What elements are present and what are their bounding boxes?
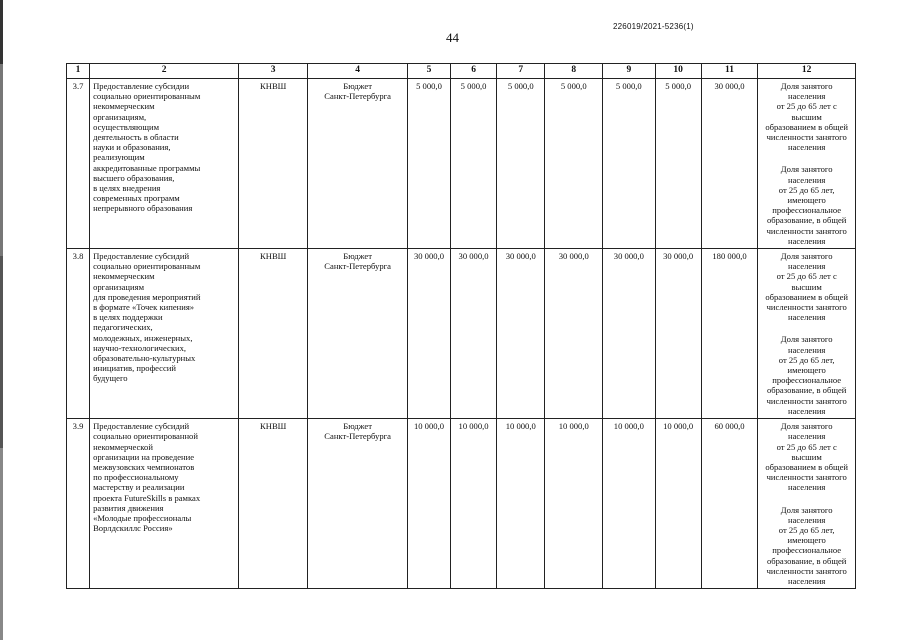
indicator-line: населения bbox=[787, 575, 826, 586]
funding-source-line: Бюджет bbox=[343, 251, 372, 262]
funding-value: 180 000,0 bbox=[701, 249, 758, 419]
header-cell: 2 bbox=[90, 64, 239, 79]
description-line: Ворлдскиллс Россия» bbox=[93, 523, 173, 534]
description-line: развития движения bbox=[93, 502, 164, 513]
description-line: Предоставление субсидий bbox=[93, 421, 190, 432]
indicator-line: образованием в общей bbox=[765, 291, 849, 302]
funding-value: 30 000,0 bbox=[701, 79, 758, 249]
description-line: некоммерческим bbox=[93, 271, 155, 282]
description-line: реализующим bbox=[93, 152, 145, 163]
executor-code: КНВШ bbox=[239, 249, 308, 419]
description-line: инициатив, профессий bbox=[93, 363, 176, 374]
funding-source-line: Санкт-Петербурга bbox=[324, 431, 391, 442]
description-line: социально ориентированной bbox=[93, 431, 198, 442]
description-line: некоммерческой bbox=[93, 441, 153, 452]
indicators-cell bbox=[758, 249, 856, 419]
indicator-line: численности занятого bbox=[766, 565, 847, 576]
description-line: в формате «Точек кипения» bbox=[93, 302, 195, 313]
scan-edge-mark bbox=[0, 0, 3, 640]
executor-code: КНВШ bbox=[239, 419, 308, 589]
funding-source-line: Бюджет bbox=[343, 421, 372, 432]
description-line: будущего bbox=[93, 373, 128, 384]
header-cell: 8 bbox=[545, 64, 603, 79]
funding-value: 30 000,0 bbox=[655, 249, 701, 419]
header-cell: 9 bbox=[603, 64, 655, 79]
indicator-line: от 25 до 65 лет с высшим bbox=[776, 101, 837, 122]
funding-value: 30 000,0 bbox=[603, 249, 655, 419]
description-line: организации на проведение bbox=[93, 451, 195, 462]
indicator-line: населения bbox=[787, 482, 826, 493]
description-line: социально ориентированным bbox=[93, 91, 201, 102]
indicator-line: от 25 до 65 лет, имеющего bbox=[778, 524, 835, 546]
funding-value: 10 000,0 bbox=[497, 419, 545, 589]
funding-value: 10 000,0 bbox=[450, 419, 496, 589]
funding-value: 5 000,0 bbox=[603, 79, 655, 249]
indicator-line: Доля занятого населения bbox=[780, 421, 833, 442]
description-line: некоммерческим bbox=[93, 101, 155, 112]
indicator-line: образованием в общей bbox=[765, 461, 849, 472]
description-line: по профессиональному bbox=[93, 472, 179, 483]
indicator-line: численности занятого bbox=[766, 395, 847, 406]
indicator-line: профессиональное bbox=[772, 375, 842, 386]
description-line: в целях поддержки bbox=[93, 312, 163, 323]
description-line: социально ориентированным bbox=[93, 261, 201, 272]
header-cell: 6 bbox=[450, 64, 496, 79]
indicator-line: образование, в общей bbox=[766, 555, 847, 566]
funding-value: 5 000,0 bbox=[450, 79, 496, 249]
header-cell: 10 bbox=[655, 64, 701, 79]
description-line: деятельность в области bbox=[93, 132, 179, 143]
funding-source-line: Санкт-Петербурга bbox=[324, 91, 391, 102]
activity-description bbox=[90, 249, 239, 419]
indicator-line: населения bbox=[787, 312, 826, 323]
funding-value: 30 000,0 bbox=[450, 249, 496, 419]
indicator-spacer bbox=[761, 322, 852, 334]
indicator-line: численности занятого bbox=[766, 225, 847, 236]
description-line: для проведения мероприятий bbox=[93, 291, 201, 302]
indicator-line: профессиональное bbox=[772, 205, 842, 216]
header-cell: 7 bbox=[497, 64, 545, 79]
description-line: Предоставление субсидии bbox=[93, 81, 190, 91]
executor-code: КНВШ bbox=[239, 79, 308, 249]
indicator-line: образование, в общей bbox=[766, 215, 847, 226]
funding-source-line: Бюджет bbox=[343, 81, 372, 91]
description-line: педагогических, bbox=[93, 322, 153, 333]
funding-value: 30 000,0 bbox=[545, 249, 603, 419]
activity-description bbox=[90, 419, 239, 589]
header-cell: 3 bbox=[239, 64, 308, 79]
description-line: непрерывного образования bbox=[93, 203, 193, 214]
indicator-line: численности занятого bbox=[766, 132, 847, 143]
funding-value: 10 000,0 bbox=[407, 419, 450, 589]
description-line: в целях внедрения bbox=[93, 183, 161, 194]
indicators-cell bbox=[758, 419, 856, 589]
description-line: научно-технологических, bbox=[93, 342, 187, 353]
funding-source bbox=[308, 419, 408, 589]
description-line: образовательно-культурных bbox=[93, 353, 196, 364]
description-line: высшего образования, bbox=[93, 172, 175, 183]
description-line: межвузовских чемпионатов bbox=[93, 461, 195, 472]
table-row bbox=[67, 419, 856, 589]
header-cell: 1 bbox=[67, 64, 90, 79]
funding-value: 60 000,0 bbox=[701, 419, 758, 589]
description-line: осуществляющим bbox=[93, 121, 160, 132]
activity-description bbox=[90, 79, 239, 249]
header-cell: 5 bbox=[407, 64, 450, 79]
indicator-line: численности занятого bbox=[766, 472, 847, 483]
funding-value: 30 000,0 bbox=[497, 249, 545, 419]
description-line: аккредитованные программы bbox=[93, 162, 201, 173]
description-line: науки и образования, bbox=[93, 142, 171, 153]
indicator-line: населения bbox=[787, 405, 826, 416]
indicator-line: Доля занятого населения bbox=[780, 504, 833, 525]
funding-value: 10 000,0 bbox=[545, 419, 603, 589]
funding-source-line: Санкт-Петербурга bbox=[324, 261, 391, 272]
table-row bbox=[67, 79, 856, 249]
header-cell: 4 bbox=[308, 64, 408, 79]
indicators-cell bbox=[758, 79, 856, 249]
indicator-line: Доля занятого населения bbox=[780, 81, 833, 102]
indicator-line: от 25 до 65 лет с высшим bbox=[776, 441, 837, 462]
indicator-line: от 25 до 65 лет, имеющего bbox=[778, 184, 835, 206]
funding-value: 5 000,0 bbox=[545, 79, 603, 249]
indicator-spacer bbox=[761, 493, 852, 505]
funding-source bbox=[308, 79, 408, 249]
indicator-line: Доля занятого населения bbox=[780, 334, 833, 355]
description-line: Предоставление субсидий bbox=[93, 251, 190, 262]
funding-value: 5 000,0 bbox=[497, 79, 545, 249]
row-number: 3.7 bbox=[67, 79, 90, 249]
indicator-line: Доля занятого населения bbox=[780, 164, 833, 185]
description-line: организациям bbox=[93, 281, 145, 292]
document-id: 226019/2021-5236(1) bbox=[613, 22, 694, 31]
indicator-line: образование, в общей bbox=[766, 385, 847, 396]
description-line: проекта FutureSkills в рамках bbox=[93, 492, 201, 503]
page-number: 44 bbox=[446, 30, 459, 45]
indicator-line: от 25 до 65 лет, имеющего bbox=[778, 354, 835, 376]
indicator-line: образованием в общей bbox=[765, 121, 849, 132]
funding-value: 5 000,0 bbox=[655, 79, 701, 249]
funding-source bbox=[308, 249, 408, 419]
program-table bbox=[66, 63, 856, 589]
description-line: мастерству и реализации bbox=[93, 482, 185, 493]
funding-value: 30 000,0 bbox=[407, 249, 450, 419]
indicator-line: профессиональное bbox=[772, 545, 842, 556]
indicator-line: населения bbox=[787, 235, 826, 246]
description-line: молодежных, инженерных, bbox=[93, 332, 193, 343]
row-number: 3.8 bbox=[67, 249, 90, 419]
header-cell: 12 bbox=[758, 64, 856, 79]
indicator-line: Доля занятого населения bbox=[780, 251, 833, 272]
funding-value: 10 000,0 bbox=[655, 419, 701, 589]
description-line: современных программ bbox=[93, 193, 180, 204]
funding-value: 5 000,0 bbox=[407, 79, 450, 249]
description-line: организациям, bbox=[93, 111, 147, 122]
header-row bbox=[67, 64, 856, 79]
indicator-line: населения bbox=[787, 142, 826, 153]
indicator-line: от 25 до 65 лет с высшим bbox=[776, 271, 837, 292]
indicator-spacer bbox=[761, 152, 852, 164]
table-body bbox=[67, 79, 856, 589]
table-row bbox=[67, 249, 856, 419]
indicator-line: численности занятого bbox=[766, 302, 847, 313]
funding-value: 10 000,0 bbox=[603, 419, 655, 589]
description-line: «Молодые профессионалы bbox=[93, 512, 192, 523]
row-number: 3.9 bbox=[67, 419, 90, 589]
header-cell: 11 bbox=[701, 64, 758, 79]
